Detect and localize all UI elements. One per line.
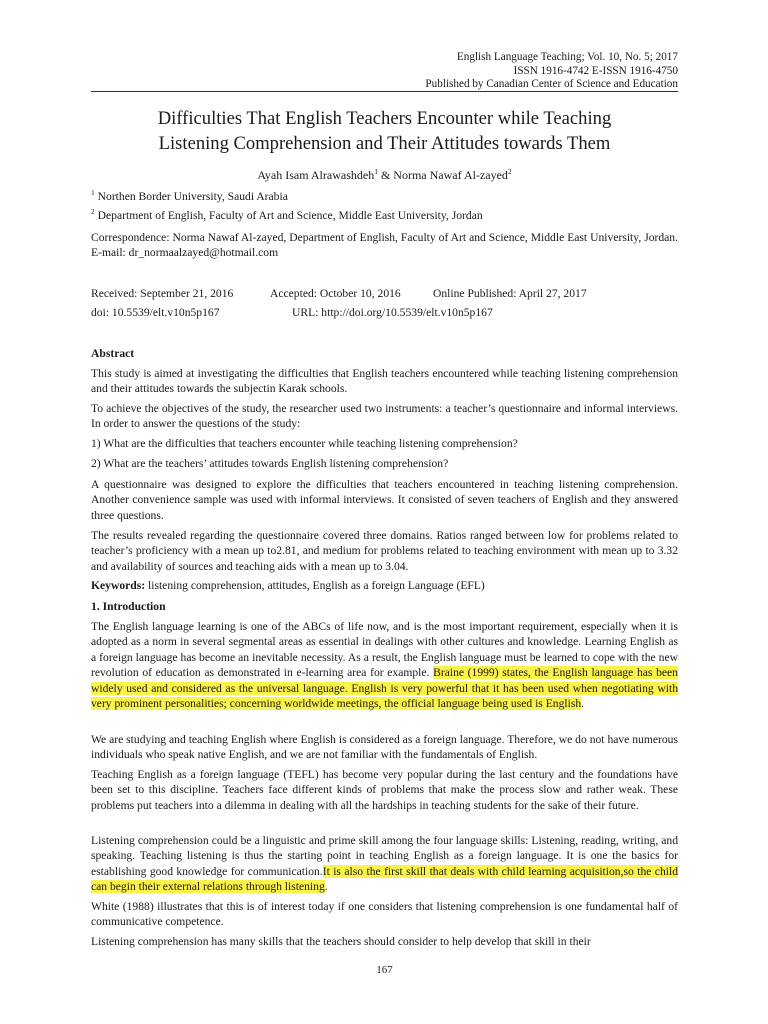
intro-heading: 1. Introduction: [91, 600, 166, 613]
correspondence: Correspondence: Norma Nawaf Al-zayed, Department of English, Faculty of Art and Science, Middle East University, Jordan. E-mail: dr_normaalzayed@hotmail.com: [91, 231, 678, 260]
author-1: Ayah Isam Alrawashdeh: [257, 168, 375, 182]
journal-header: English Language Teaching; Vol. 10, No. 5; 2017: [456, 51, 678, 63]
paper-page: [91, 0, 678, 1024]
intro-p2: We are studying and teaching English where English is considered as a foreign language. Therefore, we do not have numerous individuals who speak native English, and we are not familiar with the fundamentals of English.: [91, 733, 678, 762]
issn-line: ISSN 1916-4742 E-ISSN 1916-4750: [513, 65, 678, 77]
intro-p6: Listening comprehension has many skills that the teachers should consider to help develop that skill in their: [91, 935, 591, 948]
keywords-label: Keywords:: [91, 579, 146, 592]
abstract-p3: A questionnaire was designed to explore the difficulties that teachers encountered in teaching listening comprehension. Another convenience sample was used with informal interviews. It consisted of seven teachers of English and they answered three questions.: [91, 478, 678, 522]
intro-p3: Teaching English as a foreign language (TEFL) has become very popular during the last century and the foundations have been set to this discipline. Teachers face different kinds of problems that make the process slow and rather weak. These problems put teachers into a dilemma in dealing with all the hardships in teaching students for the sake of their future.: [91, 768, 678, 812]
doi-url: URL: http://doi.org/10.5539/elt.v10n5p167: [292, 306, 493, 319]
abstract-heading: Abstract: [91, 347, 135, 360]
intro-p1: The English language learning is one of the ABCs of life now, and is the most important requirement, especially when it is adopted as a norm in several segmental areas as essential in dealings with other cultures and knowledge. Learning English as a foreign language has become an inevitable necessity. As a result, the English language must be learned to cope with the new revolution of education as demonstrated in e-learning area for example. Braine (1999) states, the English language has been widely used and considered as the universal language. English is very powerful that it has been used when negotiating with very prominent personalities; concerning worldwide meetings, the official language being used is English.: [91, 620, 678, 711]
published-date: Online Published: April 27, 2017: [433, 287, 587, 300]
title-line-1: Difficulties That English Teachers Encounter while Teaching: [157, 108, 612, 129]
affiliation-2: $^2$ Department of English, Faculty of Art and Science, Middle East University, Jordan: [91, 207, 483, 222]
keywords: [91, 578, 485, 593]
author-2: Norma Nawaf Al-zayed: [393, 168, 508, 182]
header-divider: [91, 91, 678, 92]
author-line: [91, 168, 678, 183]
abstract-question-1: 1) What are the difficulties that teachers encounter while teaching listening comprehension?: [91, 437, 518, 450]
keywords-text: listening comprehension, attitudes, English as a foreign Language (EFL): [145, 579, 485, 592]
doi: doi: 10.5539/elt.v10n5p167: [91, 306, 220, 319]
affiliation-1: $^1$ Northen Border University, Saudi Arabia: [91, 188, 288, 203]
author-1-affil: 1: [374, 167, 378, 176]
author-and: &: [377, 168, 394, 182]
author-2-affil: 2: [507, 167, 512, 176]
abstract-p4: The results revealed regarding the questionnaire covered three domains. Ratios ranged between low for problems related to teacher’s proficiency with a mean up to2.81, and medium for problems related to teaching environment with mean up to 3.32 and availability of sources and teaching aids with a mean up to 3.04.: [91, 529, 678, 573]
highlight-first-skill: It is also the first skill that deals with child learning acquisition,so the child can begin their external relations through listening: [91, 864, 678, 894]
highlight-braine: Braine (1999) states, the English language has been widely used and considered as the universal language. English is very powerful that it has been used when negotiating with very prominent personalities; concerning worldwide meetings, the official language being used is English: [91, 666, 678, 711]
abstract-question-2: 2) What are the teachers’ attitudes towards English listening comprehension?: [91, 457, 449, 470]
abstract-p2: To achieve the objectives of the study, the researcher used two instruments: a teacher’s questionnaire and informal interviews. In order to answer the questions of the study:: [91, 402, 678, 431]
title-line-2: Listening Comprehension and Their Attitudes towards Them: [158, 133, 611, 154]
received-date: Received: September 21, 2016: [91, 287, 234, 300]
publisher-line: Published by Canadian Center of Science and Education: [425, 78, 678, 90]
page-number: 167: [376, 964, 393, 976]
intro-p5: White (1988) illustrates that this is of interest today if one considers that listening comprehension is one fundamental half of communicative competence.: [91, 900, 678, 929]
abstract-p1: This study is aimed at investigating the difficulties that English teachers encountered while teaching listening comprehension and their attitudes towards the subjectin Karak schools.: [91, 367, 678, 396]
intro-p4: Listening comprehension could be a linguistic and prime skill among the four language skills: Listening, reading, writing, and speaking. Teaching listening is thus the starting point in teaching English as a foreign language. It is one the basics for establishing good knowledge for communication.It is also the first skill that deals with child learning acquisition,so the child can begin their external relations through listening.: [91, 834, 678, 894]
accepted-date: Accepted: October 10, 2016: [270, 287, 401, 300]
paper-title: [91, 106, 678, 156]
